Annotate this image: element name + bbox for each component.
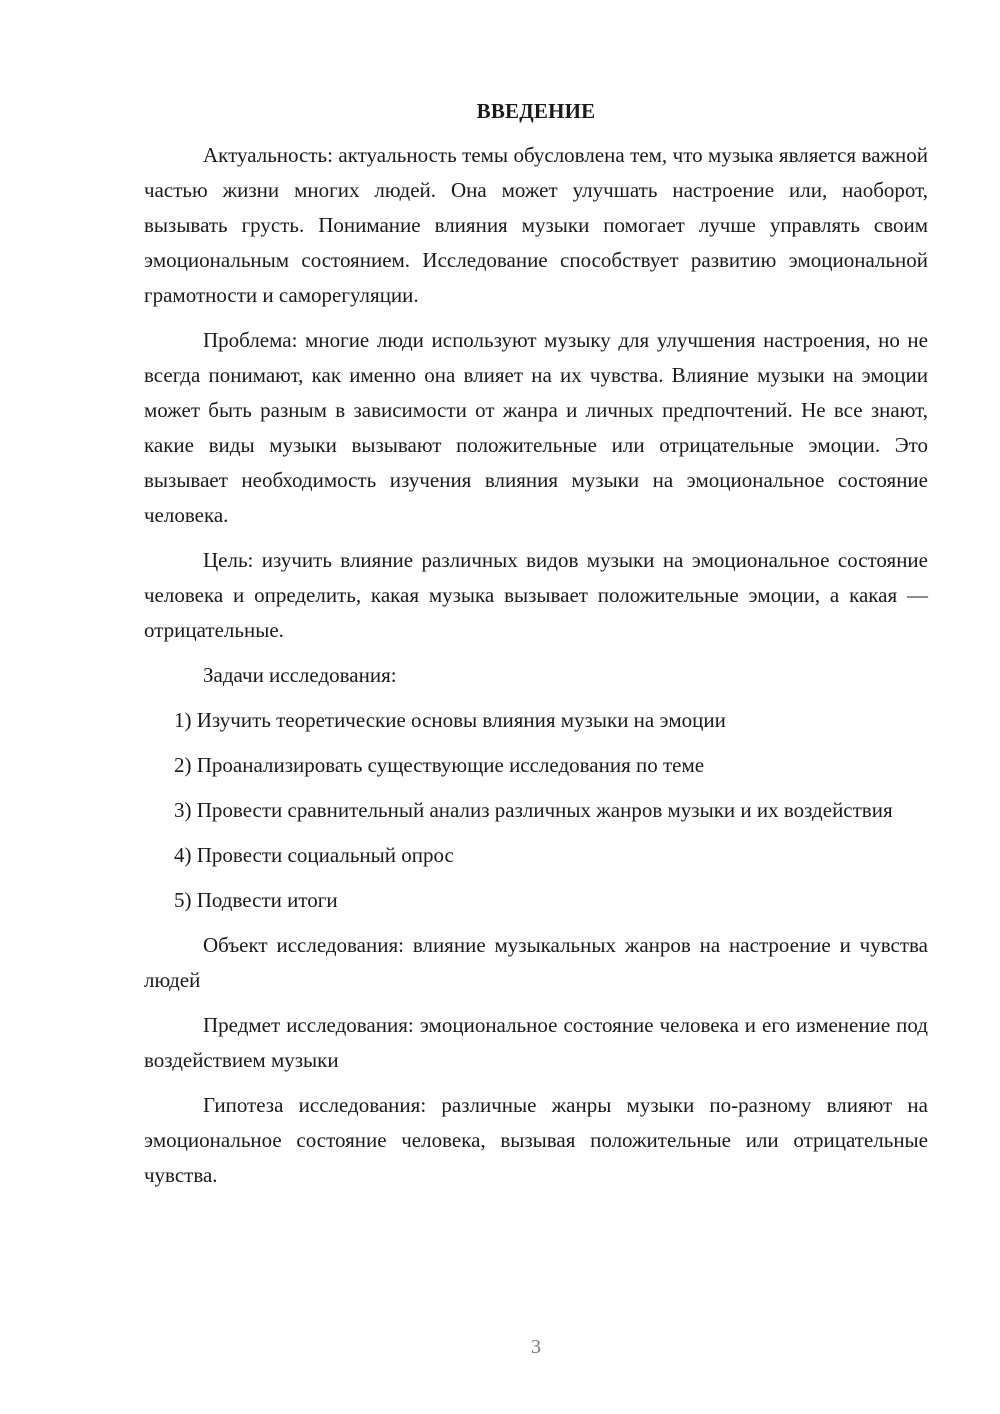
tasks-heading: Задачи исследования: [203, 663, 397, 687]
object-paragraph: Объект исследования: влияние музыкальных жанров на настроение и чувства людей [144, 933, 928, 992]
section-title: ВВЕДЕНИЕ [476, 99, 596, 123]
problem-paragraph: Проблема: многие люди используют музыку для улучшения настроения, но не всегда понимают, как именно она влияет на их чувства. Влияние музыки на эмоции может быть разным в зависимости от жанра и личных предпочтений. Не все знают, какие виды музыки вызывают положительные или отрицательные эмоции. Это вызывает необходимость изучения влияния музыки на эмоциональное состояние человека. [144, 328, 928, 527]
task-item-5: 5) Подвести итоги [174, 888, 338, 912]
task-item-3: 3) Провести сравнительный анализ различных жанров музыки и их воздействия [174, 798, 893, 822]
subject-paragraph: Предмет исследования: эмоциональное состояние человека и его изменение под воздействием музыки [144, 1013, 928, 1072]
document-body [144, 96, 928, 1203]
task-item-2: 2) Проанализировать существующие исследования по теме [174, 753, 705, 777]
page-number: 3 [531, 1336, 541, 1358]
task-item-1: 1) Изучить теоретические основы влияния музыки на эмоции [174, 708, 726, 732]
goal-paragraph: Цель: изучить влияние различных видов музыки на эмоциональное состояние человека и определить, какая музыка вызывает положительные эмоции, а какая — отрицательные. [144, 548, 928, 642]
hypothesis-paragraph: Гипотеза исследования: различные жанры музыки по-разному влияют на эмоциональное состояние человека, вызывая положительные или отрицательные чувства. [144, 1093, 928, 1187]
relevance-paragraph: Актуальность: актуальность темы обусловлена тем, что музыка является важной частью жизни многих людей. Она может улучшать настроение или, наоборот, вызывать грусть. Понимание влияния музыки помогает лучше управлять своим эмоциональным состоянием. Исследование способствует развитию эмоциональной грамотности и саморегуляции. [144, 143, 928, 307]
task-item-4: 4) Провести социальный опрос [174, 843, 454, 867]
